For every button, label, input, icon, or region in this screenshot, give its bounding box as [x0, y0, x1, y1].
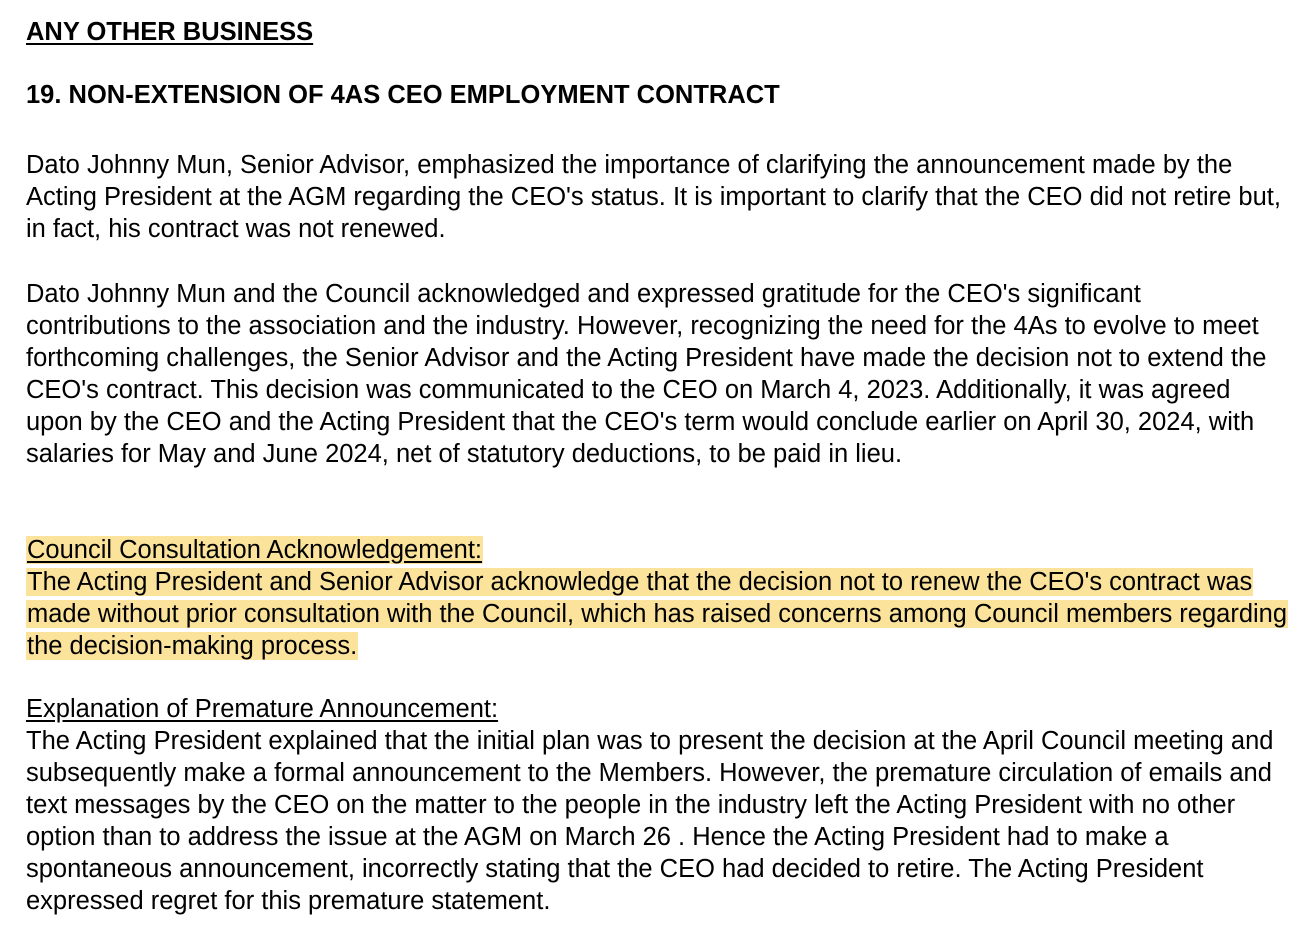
paragraph-non-extension: Dato Johnny Mun and the Council acknowledged and expressed gratitude for the CEO's significant contributions to the association and the industry. However, recognizing the need for the 4As to evolve to meet forthcoming challenges, the Senior Advisor and the Acting President have made the decision not to extend the CEO's contract. This decision was communicated to the CEO on March 4, 2023. Additionally, it was agreed upon by the CEO and the Acting President that the CEO's term would conclude earlier on April 30, 2024, with salaries for May and June 2024, net of statutory deductions, to be paid in lieu.: [26, 280, 1267, 468]
consultation-text-block: [26, 566, 1292, 662]
consultation-text: The Acting President and Senior Advisor acknowledge that the decision not to renew the CEO's contract was made without prior consultation with the Council, which has raised concerns among Council members regarding the decision-making process.: [27, 568, 1288, 660]
consultation-label-line: [26, 534, 1292, 566]
consultation-section: [26, 534, 1292, 662]
item-heading: 19. NON-EXTENSION OF 4AS CEO EMPLOYMENT CONTRACT: [26, 81, 780, 109]
section-heading: ANY OTHER BUSINESS: [26, 18, 314, 46]
explanation-section: [26, 693, 1292, 917]
consultation-label: Council Consultation Acknowledgement:: [27, 536, 483, 564]
explanation-text: The Acting President explained that the initial plan was to present the decision at the April Council meeting and subsequently make a formal announcement to the Members. However, the premature circulation of emails and text messages by the CEO on the matter to the people in the industry left the Acting President with no other option than to address the issue at the AGM on March 26 . Hence the Acting President had to make a spontaneous announcement, incorrectly stating that the CEO had decided to retire. The Acting President expressed regret for this premature statement.: [26, 727, 1274, 915]
explanation-label: Explanation of Premature Announcement:: [26, 695, 499, 723]
paragraph-clarification: Dato Johnny Mun, Senior Advisor, emphasized the importance of clarifying the announcement made by the Acting President at the AGM regarding the CEO's status. It is important to clarify that the CEO did not retire but, in fact, his contract was not renewed.: [26, 151, 1281, 243]
